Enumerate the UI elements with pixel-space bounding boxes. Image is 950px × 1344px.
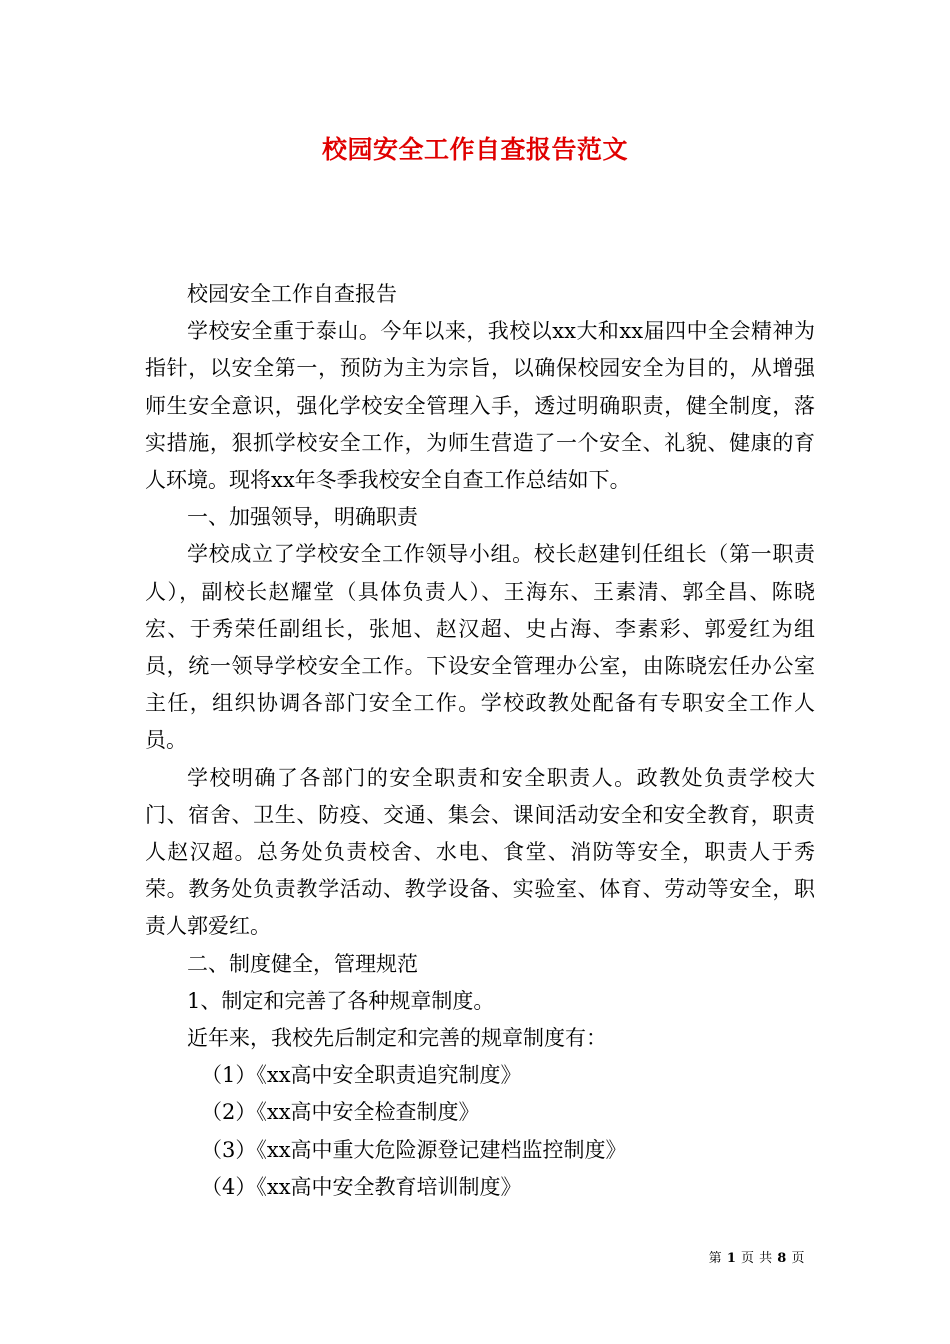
footer-total-pages: 8 bbox=[777, 1251, 787, 1266]
paragraph-leadership: 学校成立了学校安全工作领导小组。校长赵建钊任组长（第一职责人），副校长赵耀堂（具体负责人）、王海东、王素清、郭全昌、陈晓宏、于秀荣任副组长，张旭、赵汉超、史占海、李素彩、郭爱红为组员，统一领导学校安全工作。下设安全管理办公室，由陈晓宏任办公室主任，组织协调各部门安全工作。学校政教处配备有专职安全工作人员。 bbox=[145, 542, 815, 753]
document-body bbox=[145, 276, 815, 1206]
paragraph-report-heading: 校园安全工作自查报告 bbox=[187, 282, 397, 306]
footer-middle: 页 共 bbox=[741, 1251, 773, 1266]
paragraph-rules-intro: 近年来，我校先后制定和完善的规章制度有： bbox=[187, 1026, 607, 1051]
list-item: （1）《xx高中安全职责追究制度》 bbox=[201, 1063, 522, 1088]
document-title: 校园安全工作自查报告范文 bbox=[321, 135, 628, 164]
list-item: （3）《xx高中重大危险源登记建档监控制度》 bbox=[201, 1137, 627, 1162]
page-number-footer bbox=[709, 1247, 805, 1266]
paragraph-intro: 学校安全重于泰山。今年以来，我校以xx大和xx届四中全会精神为指针，以安全第一，预防为主为宗旨，以确保校园安全为目的，从增强师生安全意识，强化学校安全管理入手，透过明确职责，健全制度，落实措施，狠抓学校安全工作，为师生营造了一个安全、礼貌、健康的育人环境。现将xx年冬季我校安全自查工作总结如下。 bbox=[145, 319, 815, 493]
footer-current-page: 1 bbox=[726, 1251, 737, 1266]
list-item: （4）《xx高中安全教育培训制度》 bbox=[201, 1174, 522, 1199]
section-heading-1: 一、加强领导，明确职责 bbox=[187, 505, 418, 530]
paragraph-responsibilities: 学校明确了各部门的安全职责和安全职责人。政教处负责学校大门、宿舍、卫生、防疫、交通、集会、课间活动安全和安全教育，职责人赵汉超。总务处负责校舍、水电、食堂、消防等安全，职责人于秀荣。教务处负责教学活动、教学设备、实验室、体育、劳动等安全，职责人郭爱红。 bbox=[145, 765, 815, 939]
subsection-heading-1: 1、制定和完善了各种规章制度。 bbox=[187, 988, 495, 1013]
list-item: （2）《xx高中安全检查制度》 bbox=[201, 1100, 480, 1125]
footer-prefix: 第 bbox=[708, 1251, 723, 1266]
section-heading-2: 二、制度健全，管理规范 bbox=[187, 951, 418, 976]
footer-suffix: 页 bbox=[791, 1251, 805, 1266]
